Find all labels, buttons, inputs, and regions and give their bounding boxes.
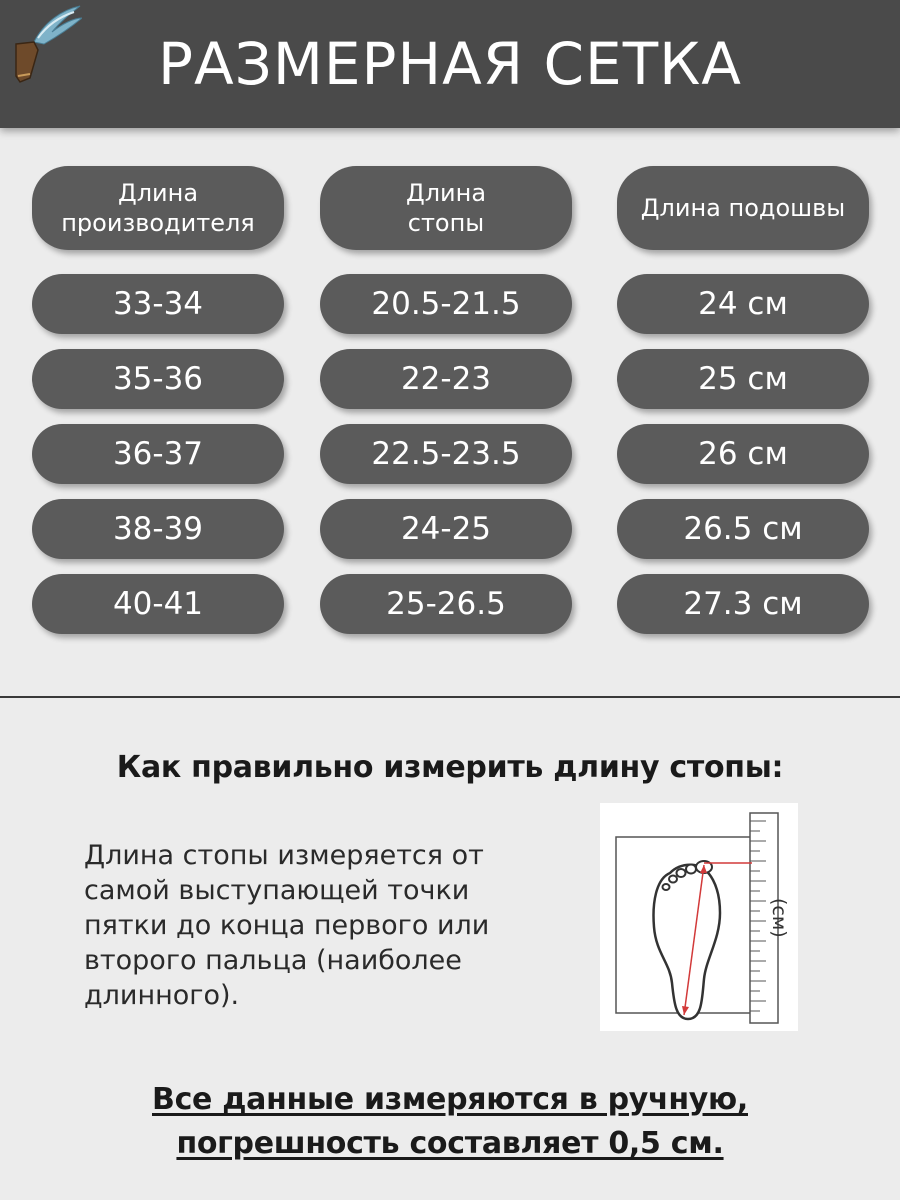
header-foot-length: Длина стопы (320, 166, 572, 250)
cell-manufacturer-size: 33-34 (32, 274, 284, 334)
header-bar (0, 0, 900, 128)
howto-heading: Как правильно измерить длину стопы: (116, 750, 784, 785)
note-line-1: Все данные измеряются в ручную, (152, 1082, 748, 1117)
cell-sole-length: 26 см (617, 424, 869, 484)
cell-sole-length: 27.3 см (617, 574, 869, 634)
cell-foot-length: 22.5-23.5 (320, 424, 572, 484)
unit-label: (см) (768, 898, 790, 938)
page-title: РАЗМЕРНАЯ СЕТКА (158, 30, 742, 98)
cell-manufacturer-size: 38-39 (32, 499, 284, 559)
section-divider (0, 696, 900, 698)
measure-description: Длина стопы измеряется от самой выступающей точки пятки до конца первого или второго пальца (наиболее длинного). (84, 840, 490, 1011)
cell-foot-length: 20.5-21.5 (320, 274, 572, 334)
cell-foot-length: 24-25 (320, 499, 572, 559)
header-manufacturer-size: Длина производителя (32, 166, 284, 250)
cell-foot-length: 25-26.5 (320, 574, 572, 634)
header-sole-length: Длина подошвы (617, 166, 869, 250)
cell-foot-length: 22-23 (320, 349, 572, 409)
cell-sole-length: 25 см (617, 349, 869, 409)
note-line-2: погрешность составляет 0,5 см. (176, 1126, 724, 1161)
cell-manufacturer-size: 40-41 (32, 574, 284, 634)
cell-manufacturer-size: 36-37 (32, 424, 284, 484)
accuracy-note (0, 1078, 900, 1166)
cell-manufacturer-size: 35-36 (32, 349, 284, 409)
cell-sole-length: 26.5 см (617, 499, 869, 559)
cell-sole-length: 24 см (617, 274, 869, 334)
